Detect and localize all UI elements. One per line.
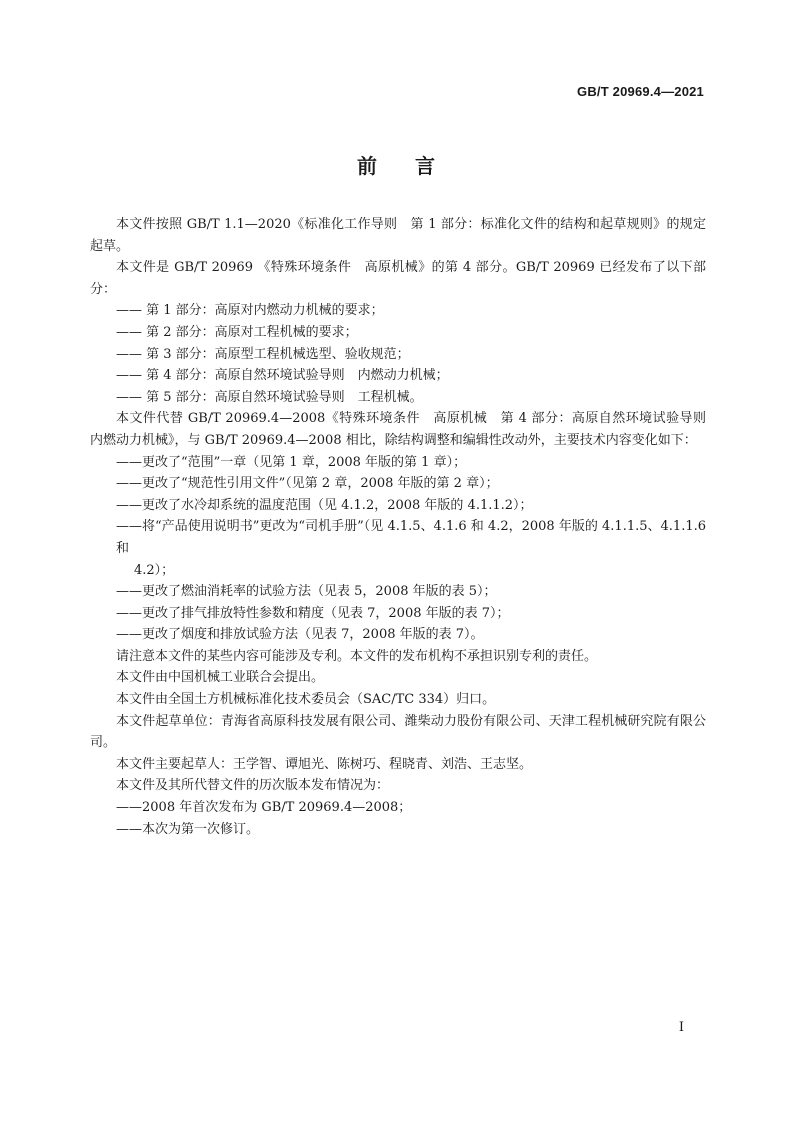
list-item-part-4: —— 第 4 部分：高原自然环境试验导则 内燃动力机械； bbox=[116, 368, 449, 384]
change-item-5: ——更改了燃油消耗率的试验方法（见表 5，2008 年版的表 5）； bbox=[116, 584, 497, 600]
list-item-part-3: —— 第 3 部分：高原型工程机械选型、验收规范； bbox=[116, 346, 410, 362]
change-item-1: ——更改了“范围”一章（见第 1 章，2008 年版的第 1 章）； bbox=[116, 454, 467, 470]
change-item-2: ——更改了“规范性引用文件”（见第 2 章，2008 年版的第 2 章）； bbox=[116, 476, 499, 492]
change-item-7: ——更改了烟度和排放试验方法（见表 7，2008 年版的表 7）。 bbox=[116, 627, 484, 643]
paragraph-committee: 本文件由全国土方机械标准化技术委员会（SAC/TC 334）归口。 bbox=[116, 692, 496, 708]
change-item-4-continued: 4.2）； bbox=[134, 562, 175, 578]
paragraph-patent-notice: 请注意本文件的某些内容可能涉及专利。本文件的发布机构不承担识别专利的责任。 bbox=[116, 648, 598, 664]
history-item-2: ——本次为第一次修订。 bbox=[116, 821, 260, 837]
paragraph-drafters: 本文件主要起草人：王学智、谭旭光、陈树巧、程晓青、刘浩、王志坚。 bbox=[116, 756, 533, 772]
paragraph-proposer: 本文件由中国机械工业联合会提出。 bbox=[116, 670, 325, 686]
standard-code: GB/T 20969.4—2021 bbox=[577, 84, 704, 99]
title-char-2: 言 bbox=[415, 154, 437, 178]
page-number: I bbox=[678, 1020, 684, 1035]
list-item-part-1: —— 第 1 部分：高原对内燃动力机械的要求； bbox=[116, 303, 384, 319]
paragraph-series-intro: 本文件是 GB/T 20969 《特殊环境条件 高原机械》的第 4 部分。GB/T 20969 已经发布了以下部分： bbox=[90, 260, 706, 297]
change-item-4: ——将“产品使用说明书”更改为“司机手册”（见 4.1.5、4.1.6 和 4.2，2008 年版的 4.1.1.5、4.1.1.6 和 bbox=[116, 519, 706, 556]
change-item-6: ——更改了排气排放特性参数和精度（见表 7，2008 年版的表 7）； bbox=[116, 605, 510, 621]
paragraph-drafting-rules: 本文件按照 GB/T 1.1—2020《标准化工作导则 第 1 部分：标准化文件的结构和起草规则》的规定起草。 bbox=[90, 217, 706, 254]
title-char-1: 前 bbox=[357, 154, 379, 178]
paragraph-history-intro: 本文件及其所代替文件的历次版本发布情况为： bbox=[116, 778, 390, 794]
paragraph-drafting-units: 本文件起草单位：青海省高原科技发展有限公司、潍柴动力股份有限公司、天津工程机械研究院有限公司。 bbox=[90, 713, 706, 751]
list-item-part-2: —— 第 2 部分：高原对工程机械的要求； bbox=[116, 324, 358, 340]
change-item-3: ——更改了水冷却系统的温度范围（见 4.1.2，2008 年版的 4.1.1.2）； bbox=[116, 497, 533, 513]
list-item-part-5: —— 第 5 部分：高原自然环境试验导则 工程机械。 bbox=[116, 389, 423, 405]
page-title bbox=[0, 150, 794, 179]
foreword-body bbox=[90, 214, 720, 840]
paragraph-replacement: 本文件代替 GB/T 20969.4—2008《特殊环境条件 高原机械 第 4 部分：高原自然环境试验导则 内燃动力机械》，与 GB/T 20969.4—2008 相比，除结构调整和编辑性改动外，主要技术内容变化如下： bbox=[90, 411, 720, 448]
history-item-1: ——2008 年首次发布为 GB/T 20969.4—2008； bbox=[116, 800, 412, 816]
